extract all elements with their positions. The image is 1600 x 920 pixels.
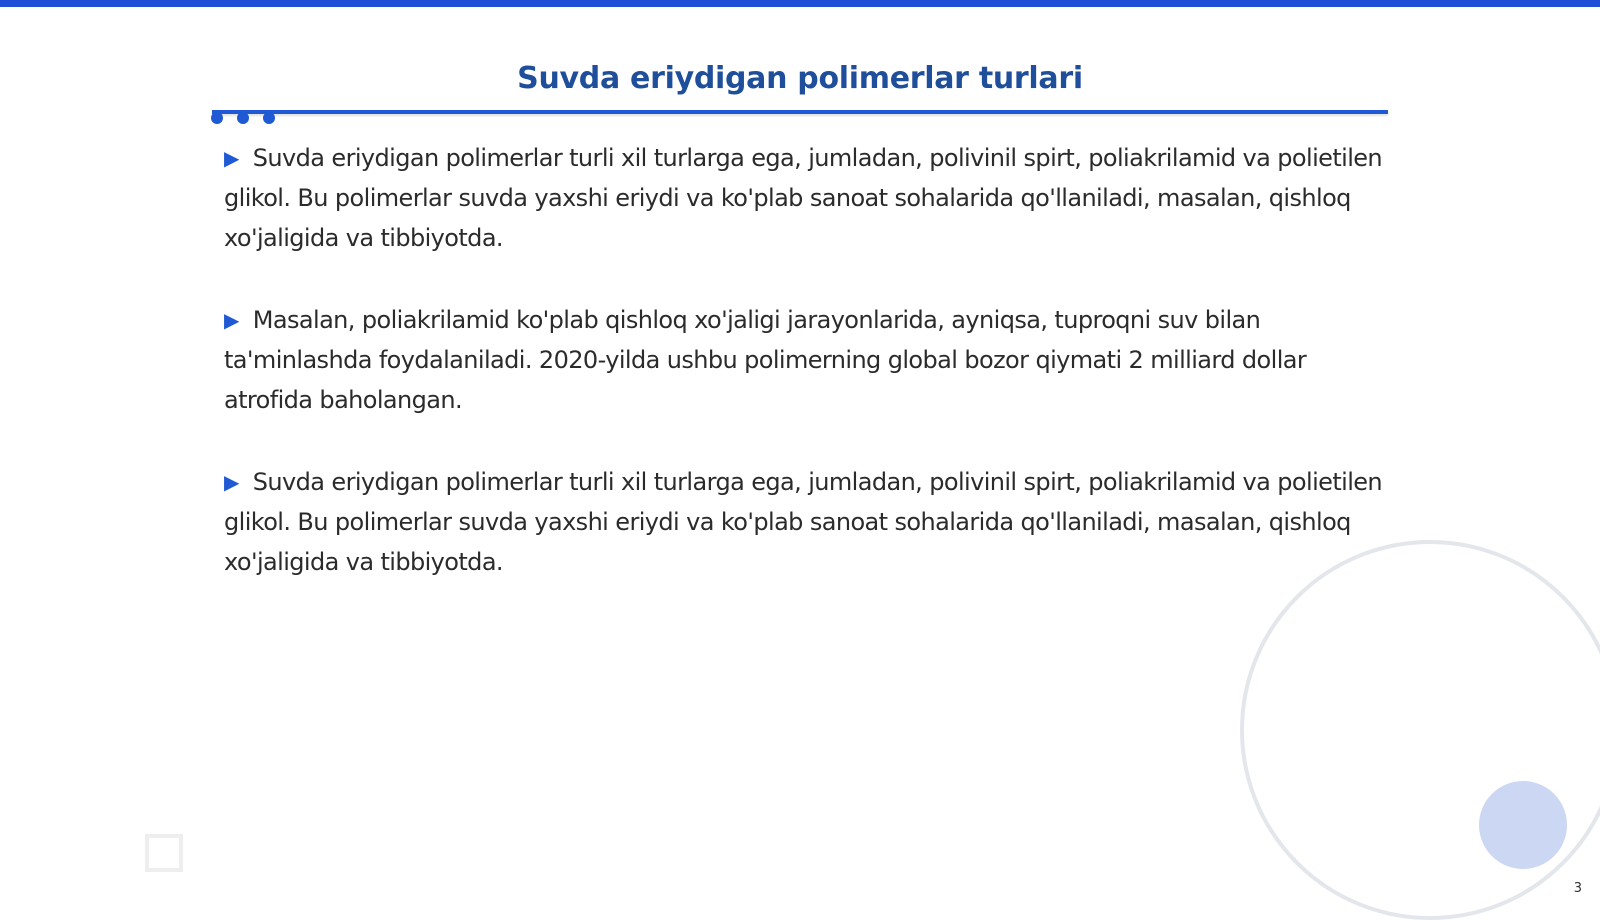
bullet-paragraph: [224, 138, 1384, 258]
bullet-arrow-icon: ▶: [224, 308, 239, 332]
bullet-arrow-icon: ▶: [224, 146, 239, 170]
decorative-square: [145, 834, 183, 872]
underline-dot: [237, 112, 249, 124]
paragraph-text: Suvda eriydigan polimerlar turli xil turlarga ega, jumladan, polivinil spirt, poliakrilamid va polietilen glikol. Bu polimerlar suvda yaxshi eriydi va ko'plab sanoat sohalarida qo'llaniladi, masalan, qishloq xo'jaligida va tibbiyotda.: [224, 468, 1383, 576]
decorative-circle-filled: [1479, 781, 1567, 869]
bullet-paragraph: [224, 462, 1384, 582]
underline-dot: [211, 112, 223, 124]
underline-dot: [263, 112, 275, 124]
paragraph-text: Masalan, poliakrilamid ko'plab qishloq xo'jaligi jarayonlarida, ayniqsa, tuproqni suv bilan ta'minlashda foydalaniladi. 2020-yilda ushbu polimerning global bozor qiymati 2 milliard dollar atrofida baholangan.: [224, 306, 1307, 414]
title-underline: [212, 110, 1388, 114]
top-accent-bar: [0, 0, 1600, 7]
bullet-paragraph: [224, 300, 1384, 420]
slide-title: Suvda eriydigan polimerlar turlari: [517, 61, 1083, 96]
bullet-arrow-icon: ▶: [224, 470, 239, 494]
page-number: 3: [1573, 881, 1582, 896]
slide-body: [224, 138, 1384, 624]
paragraph-text: Suvda eriydigan polimerlar turli xil turlarga ega, jumladan, polivinil spirt, poliakrilamid va polietilen glikol. Bu polimerlar suvda yaxshi eriydi va ko'plab sanoat sohalarida qo'llaniladi, masalan, qishloq xo'jaligida va tibbiyotda.: [224, 144, 1383, 252]
